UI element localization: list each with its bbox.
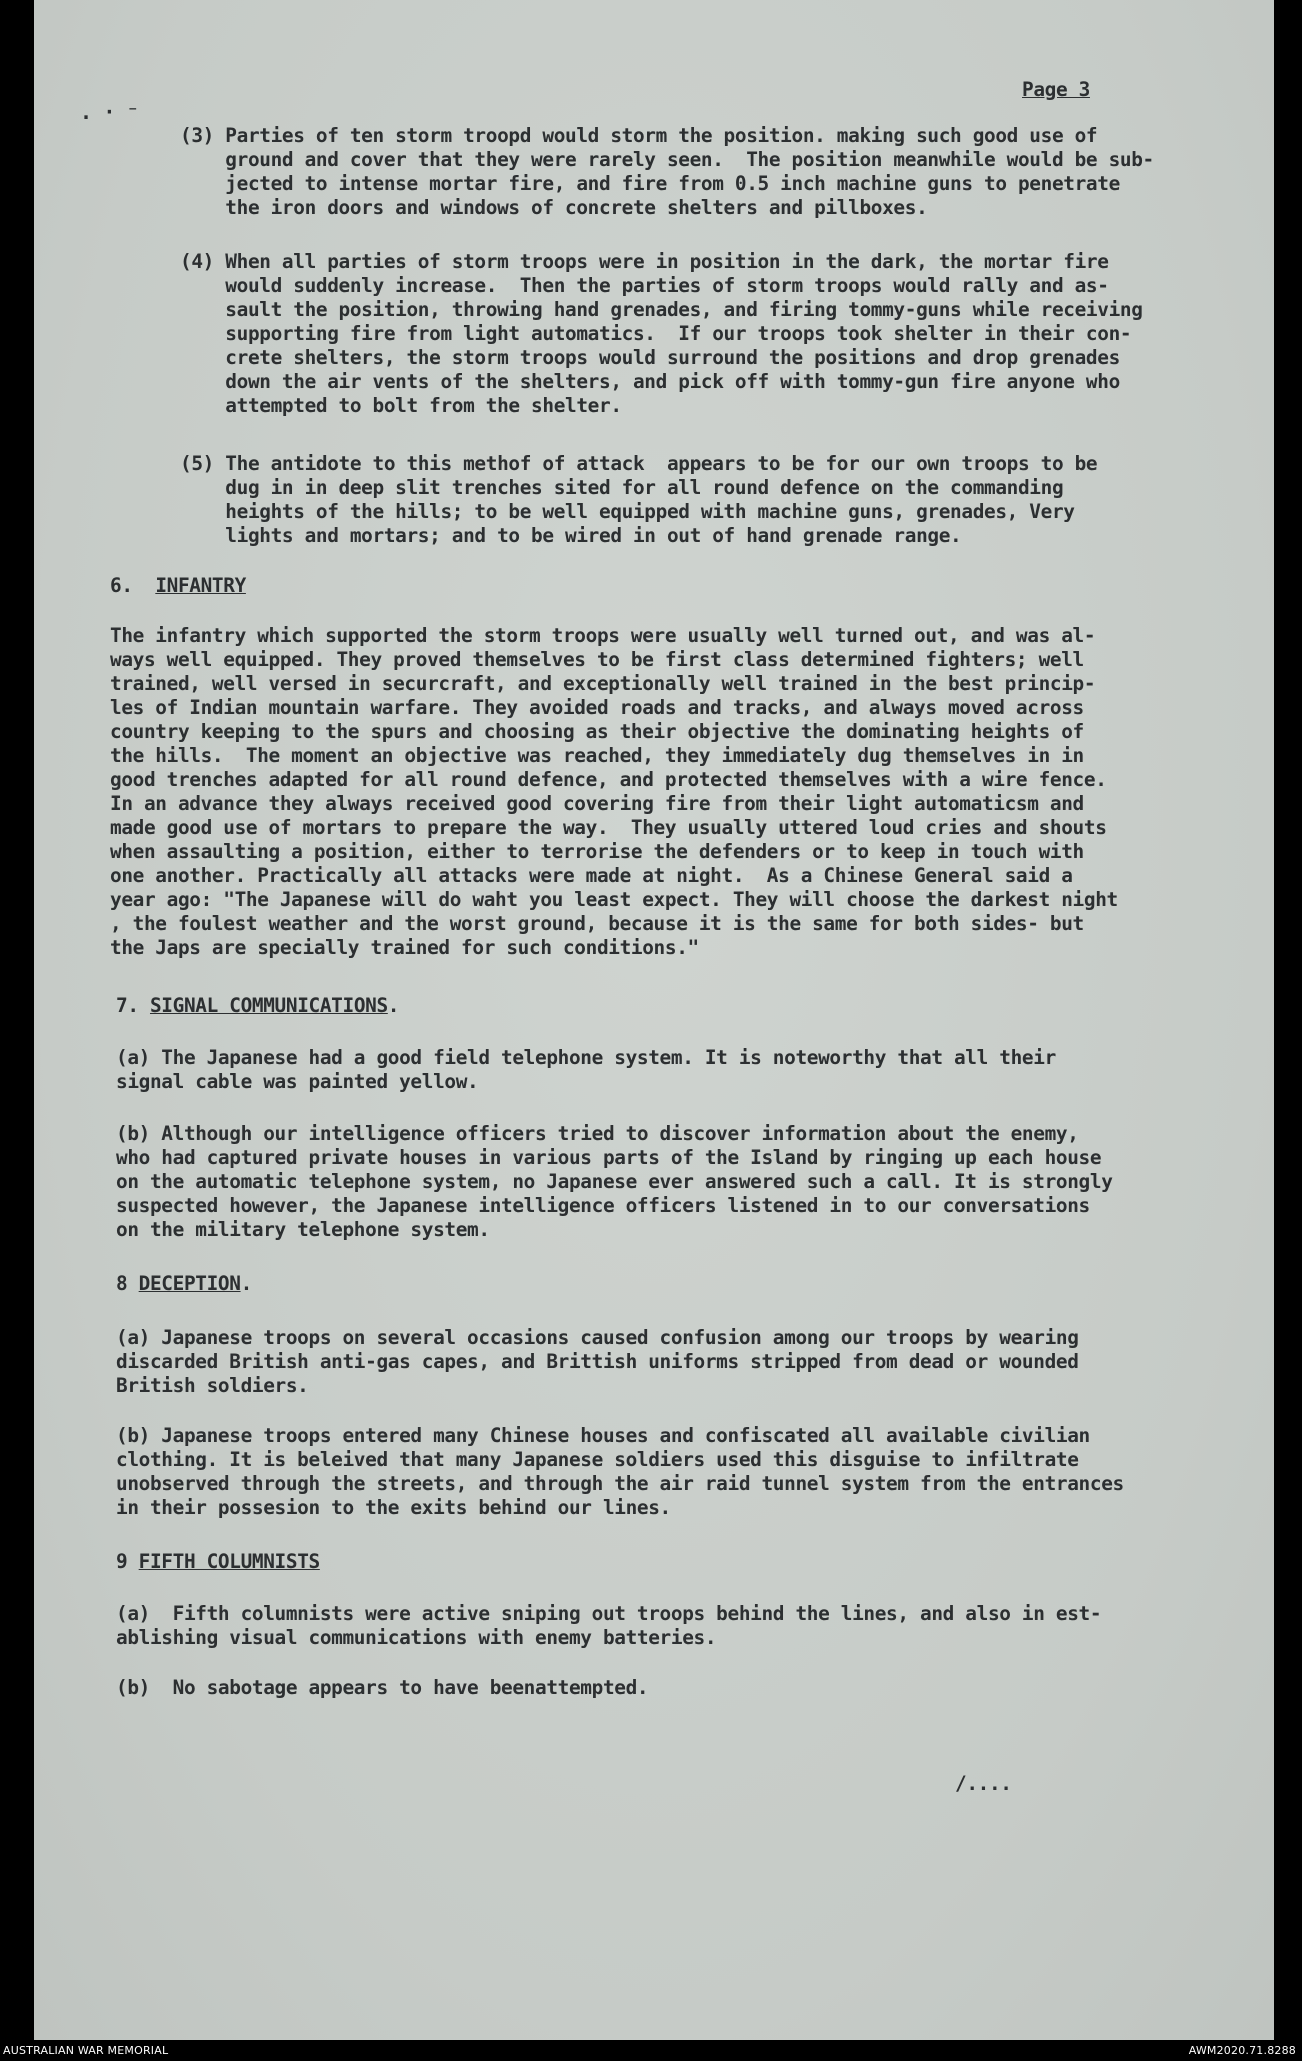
para-6-line-8: In an advance they always received good covering fire from their light automaticsm and bbox=[110, 792, 1084, 815]
para-7b-line-1: (b) Although our intelligence officers tried to discover information about the enemy, bbox=[116, 1122, 1079, 1145]
para-6-line-4: les of Indian mountain warfare. They avoided roads and tracks, and always moved across bbox=[110, 696, 1084, 719]
para-3-line-3: jected to intense mortar fire, and fire from 0.5 inch machine guns to penetrate bbox=[180, 172, 1120, 195]
para-6-line-1: The infantry which supported the storm troops were usually well turned out, and was al- bbox=[110, 624, 1096, 647]
para-6-line-3: trained, well versed in securcraft, and exceptionally well trained in the best princip- bbox=[110, 672, 1096, 695]
para-5-line-1: (5) The antidote to this methof of attack appears to be for our own troops to be bbox=[180, 452, 1098, 475]
para-6-line-9: made good use of mortars to prepare the way. They usually uttered loud cries and shouts bbox=[110, 816, 1107, 839]
para-4-line-4: supporting fire from light automatics. If our troops took shelter in their con- bbox=[180, 322, 1132, 345]
para-7b-line-5: on the military telephone system. bbox=[116, 1218, 490, 1241]
section-8-end: . bbox=[240, 1272, 252, 1295]
para-7a-line-2: signal cable was painted yellow. bbox=[116, 1070, 479, 1093]
section-7-number: 7. bbox=[116, 994, 139, 1017]
para-4-line-3: sault the position, throwing hand grenades, and firing tommy-guns while receiving bbox=[180, 298, 1143, 321]
section-9-heading bbox=[116, 1550, 320, 1575]
section-7-end: . bbox=[387, 994, 400, 1017]
para-8b-line-1: (b) Japanese troops entered many Chinese houses and confiscated all available civilian bbox=[116, 1424, 1090, 1447]
section-9-title: FIFTH COLUMNISTS bbox=[138, 1550, 320, 1573]
section-9-number: 9 bbox=[116, 1550, 128, 1573]
para-4-line-2: would suddenly increase. Then the parties of storm troops would rally and as- bbox=[180, 274, 1109, 297]
section-6-heading bbox=[110, 574, 246, 599]
section-7-title: SIGNAL COMMUNICATIONS bbox=[149, 994, 388, 1017]
para-8b-line-2: clothing. It is beleived that many Japanese soldiers used this disguise to infiltrate bbox=[116, 1448, 1079, 1471]
para-7b-line-3: on the automatic telephone system, no Japanese ever answered such a call. It is strongly bbox=[116, 1170, 1113, 1193]
para-8a-line-3: British soldiers. bbox=[116, 1374, 309, 1397]
para-3-line-4: the iron doors and windows of concrete shelters and pillboxes. bbox=[180, 196, 928, 219]
para-6-line-6: the hills. The moment an objective was reached, they immediately dug themselves in in bbox=[110, 744, 1084, 767]
para-4-line-5: crete shelters, the storm troops would surround the positions and drop grenades bbox=[180, 346, 1120, 369]
para-8a-line-2: discarded British anti-gas capes, and Brittish uniforms stripped from dead or wounded bbox=[116, 1350, 1079, 1373]
para-9b-line-1: (b) No sabotage appears to have beenattempted. bbox=[116, 1676, 649, 1699]
para-6-line-14: the Japs are specially trained for such conditions." bbox=[110, 936, 699, 959]
para-6-line-11: one another. Practically all attacks were made at night. As a Chinese General said a bbox=[110, 864, 1073, 887]
para-6-line-13: , the foulest weather and the worst ground, because it is the same for both sides- but bbox=[110, 912, 1084, 935]
para-6-line-7: good trenches adapted for all round defence, and protected themselves with a wire fence. bbox=[110, 768, 1107, 791]
para-3-line-1: (3) Parties of ten storm troopd would storm the position. making such good use of bbox=[180, 124, 1098, 147]
para-5-line-4: lights and mortars; and to be wired in out of hand grenade range. bbox=[180, 524, 962, 547]
page-number: Page 3 bbox=[1022, 78, 1090, 101]
para-4-line-7: attempted to bolt from the shelter. bbox=[180, 394, 622, 417]
para-7b-line-2: who had captured private houses in various parts of the Island by ringing up each house bbox=[116, 1146, 1102, 1169]
section-8-number: 8 bbox=[116, 1272, 128, 1295]
para-6-line-2: ways well equipped. They proved themselves to be first class determined fighters; well bbox=[110, 648, 1084, 671]
continuation-mark: /.... bbox=[955, 1772, 1012, 1795]
para-3-line-2: ground and cover that they were rarely seen. The position meanwhile would be sub- bbox=[180, 148, 1154, 171]
para-5-line-2: dug in in deep slit trenches sited for all round defence on the commanding bbox=[180, 476, 1064, 499]
para-6-line-5: country keeping to the spurs and choosing as their objective the dominating heights of bbox=[110, 720, 1084, 743]
para-9a-line-1: (a) Fifth columnists were active sniping out troops behind the lines, and also in est- bbox=[116, 1602, 1102, 1625]
para-6-line-10: when assaulting a position, either to terrorise the defenders or to keep in touch with bbox=[110, 840, 1084, 863]
footer-reference: AWM2020.71.8288 bbox=[1188, 2044, 1296, 2057]
para-8a-line-1: (a) Japanese troops on several occasions caused confusion among our troops by wearing bbox=[116, 1326, 1079, 1349]
section-7-heading bbox=[116, 994, 399, 1019]
para-9a-line-2: ablishing visual communications with enemy batteries. bbox=[116, 1626, 717, 1649]
para-8b-line-4: in their possesion to the exits behind our lines. bbox=[116, 1496, 671, 1519]
section-8-heading bbox=[116, 1272, 252, 1297]
para-7a-line-1: (a) The Japanese had a good field telephone system. It is noteworthy that all their bbox=[116, 1046, 1056, 1069]
margin-marks: . · ⁻ bbox=[80, 100, 139, 124]
para-7b-line-4: suspected however, the Japanese intelligence officers listened in to our conversations bbox=[116, 1194, 1090, 1217]
footer-credit: AUSTRALIAN WAR MEMORIAL bbox=[3, 2044, 169, 2057]
para-5-line-3: heights of the hills; to be well equipped with machine guns, grenades, Very bbox=[180, 500, 1075, 523]
section-6-number: 6. bbox=[110, 574, 133, 597]
section-6-title: INFANTRY bbox=[155, 574, 246, 597]
para-4-line-6: down the air vents of the shelters, and pick off with tommy-gun fire anyone who bbox=[180, 370, 1120, 393]
section-8-title: DECEPTION bbox=[138, 1272, 241, 1295]
para-8b-line-3: unobserved through the streets, and through the air raid tunnel system from the entrances bbox=[116, 1472, 1124, 1495]
para-4-line-1: (4) When all parties of storm troops were in position in the dark, the mortar fire bbox=[180, 250, 1109, 273]
para-6-line-12: year ago: "The Japanese will do waht you least expect. They will choose the darkest night bbox=[110, 888, 1118, 911]
